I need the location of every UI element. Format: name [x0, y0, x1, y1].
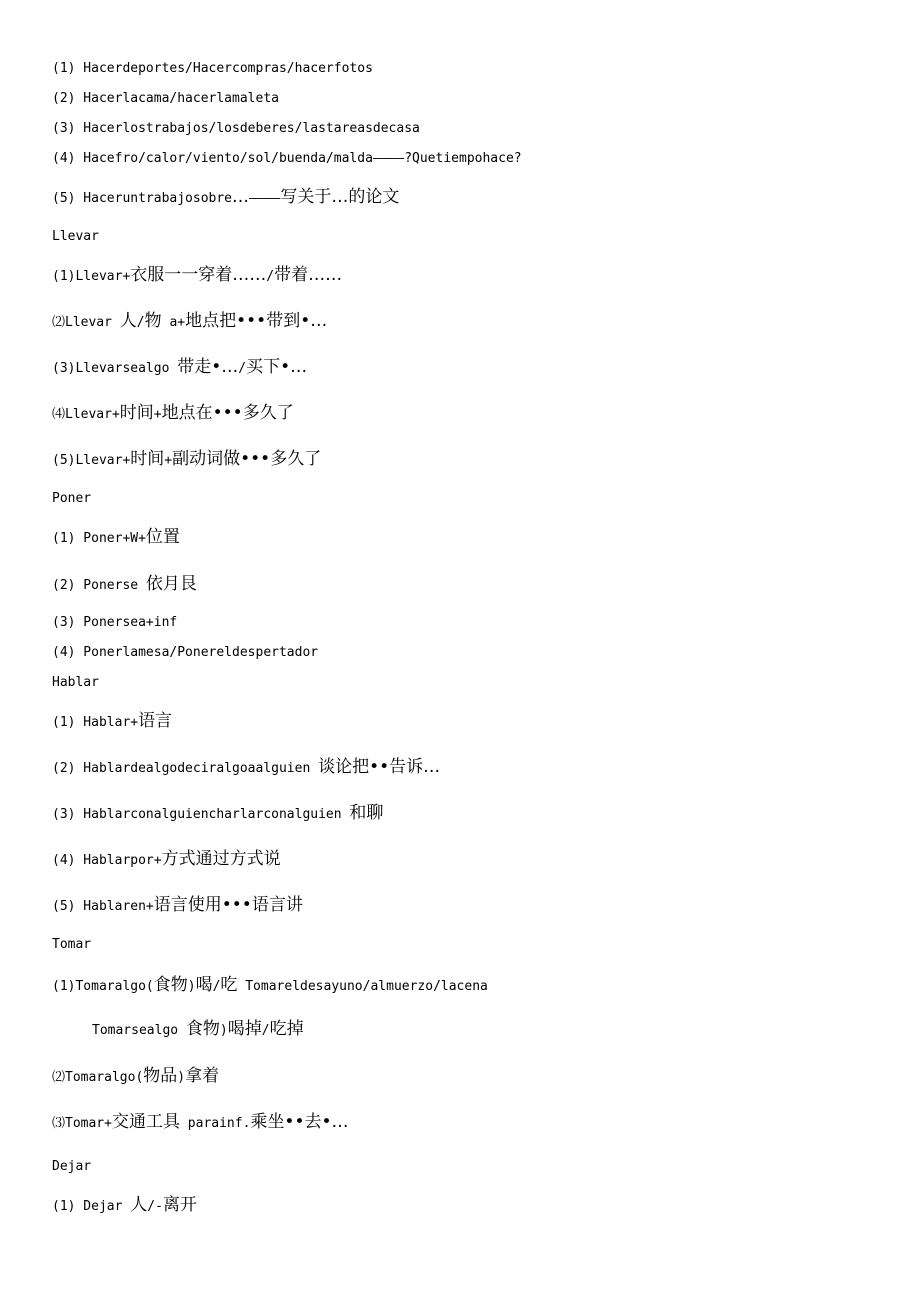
- hablar-item-5: (5) Hablaren+语言使用•••语言讲: [52, 895, 303, 915]
- tomar-item-2: ⑵Tomaralgo(物品)拿着: [52, 1066, 220, 1086]
- poner-item-3: (3) Ponersea+inf: [52, 615, 178, 630]
- llevar-item-5: (5)Llevar+时间+副动词做•••多久了: [52, 449, 322, 469]
- dejar-heading: Dejar: [52, 1159, 92, 1174]
- hacer-item-3: (3) Hacerlostrabajos/losdeberes/lastareasdecasa: [52, 121, 420, 136]
- dejar-item-1: (1) Dejar 人/-离开: [52, 1195, 197, 1215]
- tomar-item-1: (1)Tomaralgo(食物)喝/吃 Tomareldesayuno/almuerzo/lacena: [52, 975, 488, 995]
- llevar-item-2: ⑵Llevar 人/物 a+地点把•••带到•…: [52, 311, 328, 331]
- hablar-item-1: (1) Hablar+语言: [52, 711, 173, 731]
- llevar-item-1: (1)Llevar+衣服一一穿着……/带着……: [52, 265, 343, 285]
- tomar-item-3: ⑶Tomar+交通工具 parainf.乘坐••去•…: [52, 1112, 349, 1132]
- hacer-item-2: (2) Hacerlacama/hacerlamaleta: [52, 91, 279, 106]
- hacer-item-4: (4) Hacefro/calor/viento/sol/buenda/malda————?Quetiempohace?: [52, 151, 522, 166]
- hablar-item-2: (2) Hablardealgodeciralgoaalguien 谈论把••告诉…: [52, 757, 441, 777]
- poner-item-4: (4) Ponerlamesa/Ponereldespertador: [52, 645, 319, 660]
- hablar-item-3: (3) Hablarconalguiencharlarconalguien 和聊: [52, 803, 384, 823]
- hablar-heading: Hablar: [52, 675, 99, 690]
- hablar-item-4: (4) Hablarpor+方式通过方式说: [52, 849, 281, 869]
- hacer-item-1: (1) Hacerdeportes/Hacercompras/hacerfotos: [52, 61, 373, 76]
- tomar-heading: Tomar: [52, 937, 92, 952]
- hacer-item-5: (5) Haceruntrabajosobre…————写关于…的论文: [52, 187, 400, 207]
- llevar-heading: Llevar: [52, 229, 99, 244]
- poner-item-2: (2) Ponerse 依月艮: [52, 574, 197, 594]
- poner-item-1: (1) Poner+W+位置: [52, 527, 180, 547]
- poner-heading: Poner: [52, 491, 92, 506]
- llevar-item-4: ⑷Llevar+时间+地点在•••多久了: [52, 403, 294, 423]
- tomar-item-1-sub: Tomarsealgo 食物)喝掉/吃掉: [92, 1019, 304, 1039]
- llevar-item-3: (3)Llevarsealgo 带走•…/买下•…: [52, 357, 308, 377]
